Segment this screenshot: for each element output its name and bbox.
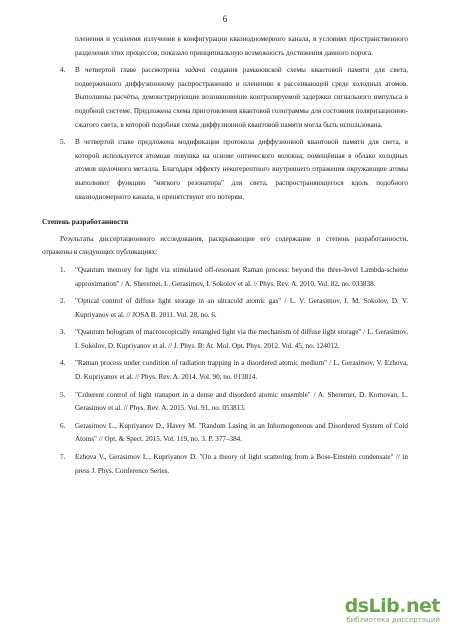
- publication-number: 1.: [60, 265, 66, 274]
- publication-text: "Optical control of diffuse light storage in an ultracold atomic gas" / L. V. Gerasimov, I. M. Sokolov, D. V. Kupriyanov et al. // JOSA B. 2011. Vol. 28, no. 6.: [75, 297, 408, 319]
- list-item: [0, 136, 450, 204]
- publication-item: [0, 451, 450, 478]
- item-emphasis: задача: [184, 66, 206, 75]
- item-text-before: В четвертой главе рассмотрена: [75, 66, 185, 75]
- publication-item: [0, 295, 450, 322]
- page-number: 6: [222, 14, 228, 24]
- publication-text: "Quantum memory for light via stimulated off-resonant Raman process: beyond the three-level Lambda-scheme approximation" / A. Sheremet, L. Gerasimov, I. Sokolov et al. // Phys. Rev. A. 2010. Vol. 82, no. 033838.: [75, 265, 408, 288]
- item-text-before: В четвертой главе предложена модификация протокола диффузионной квантовой памяти для света, в которой используется атомная ловушка на основе оптического волокна, помещённая в облако холодных атомов щелочного металла. Благодаря эффекту некогерентного внутреннего отражения окружающие атомы выполняют функцию "мягкого резонатора" для света, распространяющегося вдоль подобного квазиодномерного канала, и препятствуют его потерям.: [75, 138, 408, 201]
- section-intro: Результаты диссертационного исследования, раскрывающие его содержание и степень разработанности, отражены в следующих публикациях:: [42, 234, 408, 257]
- watermark-subtitle: библиотека диссертаций: [346, 616, 440, 624]
- publication-text: Gerasimov L., Kupriyanov D., Havey M. "Random Lasing in an Inhomogeneous and Disordered System of Cold Atoms" // Opt. & Spect. 2015. Vol. 119, no. 3. P. 377–384.: [75, 421, 408, 444]
- publication-number: 5.: [60, 390, 66, 399]
- intro-continuation: пленения и усиления излучения в конфигурации квазиодномерного канала, в условиях пространственного разделения этих процессов, показало принципиальную возможность достижения данного порога.: [75, 35, 408, 57]
- publication-item: [0, 389, 450, 416]
- list-item: [0, 64, 450, 132]
- publication-item: [0, 420, 450, 447]
- publication-text: "Quantum hologram of macroscopically entangled light via the mechanism of diffuse light storage" / L. Gerasimov, I. Sokolov, D. Kupriyanov et al. // J. Phys. B: At. Mol. Opt. Phys. 2012. Vol. 45, no. 124012.: [75, 328, 408, 350]
- publication-number: 7.: [60, 453, 66, 462]
- publication-item: [0, 264, 450, 291]
- watermark-logo-main: dsLib: [344, 595, 400, 617]
- publication-number: 3.: [60, 328, 66, 337]
- watermark-logo-dot: .: [399, 595, 406, 617]
- publication-text: "Coherent control of light transport in a dense and disorderd atomic ensemble" / A. Sheremet, D. Kornovan, L. Gerasimov et al. // Phys. Rev. A. 2015. Vol. 91, no. 053813.: [75, 390, 408, 413]
- publication-number: 2.: [60, 297, 66, 306]
- watermark-logo: [345, 596, 440, 616]
- publication-number: 6.: [60, 421, 66, 430]
- list-number: 4.: [60, 66, 66, 75]
- document-body: [0, 33, 450, 478]
- item-text-after: создания рамановской схемы квантовой памяти для света, подверженного диффузионному распространению и пленению в рассеивающей среде холодных атомов. Выполнены расчёты, демонстрирующие возникновение контролируемой задержки сигнального импульса в подобной системе. Предложена схема приготовления квантовой голограммы для состояния поляризационно-сжатого света, в которой подобная схема диффузионной квантовой памяти могла быть использована.: [75, 66, 408, 129]
- publication-text: Ezhova V., Gerasimov L., Kupriyanov D. "On a theory of light scattering from a Bose-Einstein condensate" // in press J. Phys. Conference Series.: [75, 453, 408, 475]
- section-heading: Степень разработанности: [42, 217, 129, 227]
- publication-item: [0, 326, 450, 353]
- publication-text: "Raman process under condition of radiation trapping in a disordered atomic medium" / L. Gerasimov, V. Ezhova, D. Kupriyanov et al. // Phys. Rev. A. 2014. Vol. 90, no. 013814.: [75, 359, 408, 382]
- list-number: 5.: [60, 138, 66, 147]
- dslib-watermark: [345, 596, 440, 625]
- watermark-logo-tld: net: [406, 595, 440, 617]
- publication-number: 4.: [60, 359, 66, 368]
- publication-item: [0, 357, 450, 384]
